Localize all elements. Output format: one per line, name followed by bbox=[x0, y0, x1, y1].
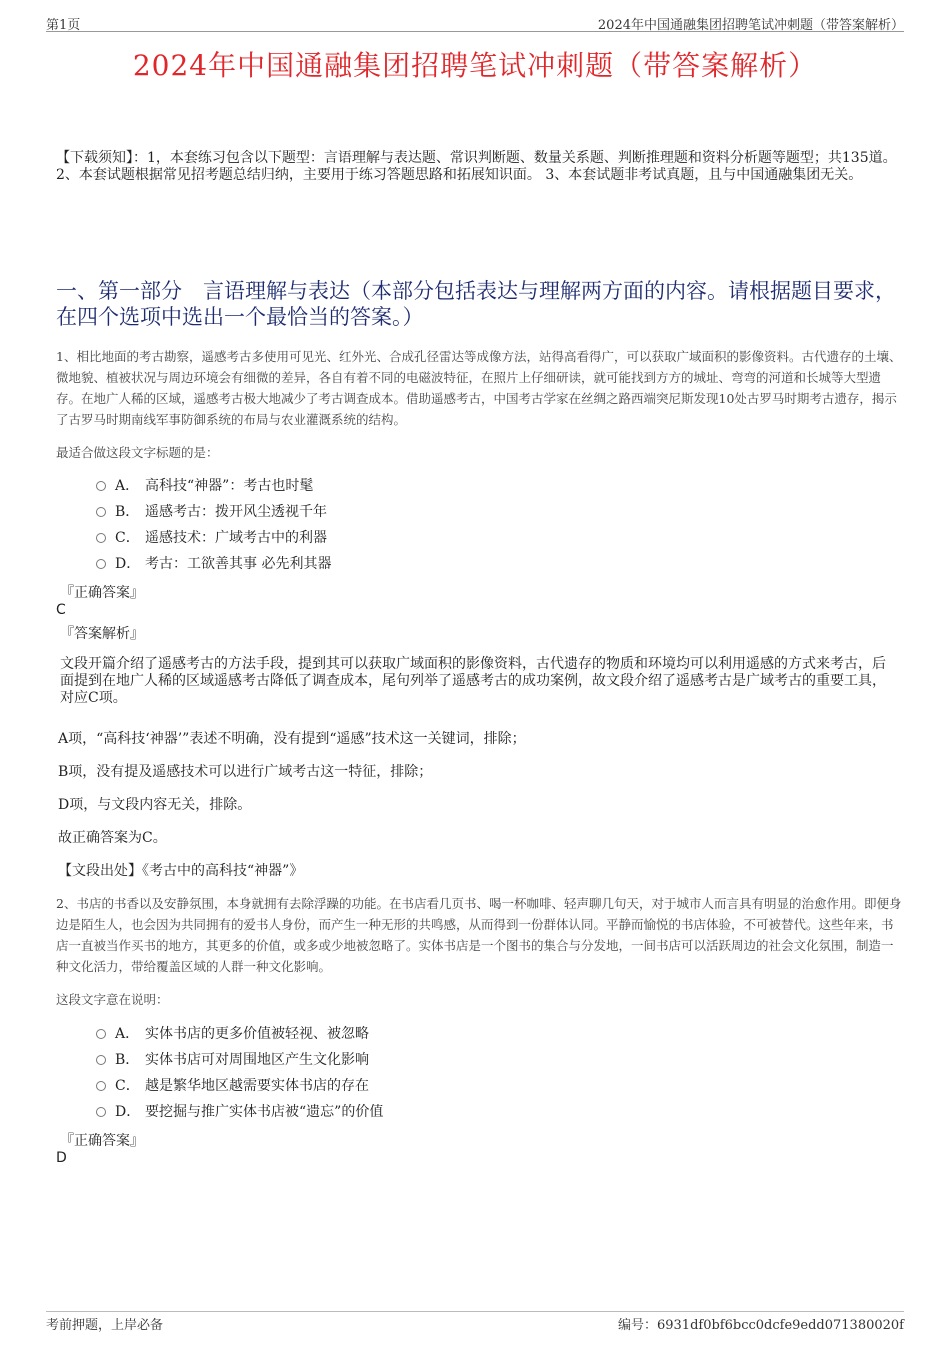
question-2-prompt: 这段文字意在说明： bbox=[56, 992, 169, 1007]
radio-icon[interactable] bbox=[96, 533, 106, 543]
correct-answer: C bbox=[56, 602, 66, 618]
page-title: 2024年中国通融集团招聘笔试冲刺题（带答案解析） bbox=[132, 49, 818, 82]
analysis-option-d: D项，与文段内容无关，排除。 bbox=[58, 797, 252, 813]
analysis-option-b: B项，没有提及遥感技术可以进行广域考古这一特征，排除； bbox=[58, 764, 433, 780]
radio-icon[interactable] bbox=[96, 559, 106, 569]
radio-icon[interactable] bbox=[96, 1029, 106, 1039]
footer-slogan: 考前押题，上岸必备 bbox=[46, 1318, 164, 1333]
analysis-option-a: A项，“高科技‘神器’”表述不明确，没有提到“遥感”技术这一关键词，排除； bbox=[58, 731, 526, 747]
page-header bbox=[46, 14, 904, 32]
passage-source: 【文段出处】《考古中的高科技“神器”》 bbox=[58, 863, 304, 879]
radio-icon[interactable] bbox=[96, 1055, 106, 1065]
download-notice: 【下载须知】：1，本套练习包含以下题型：言语理解与表达题、常识判断题、数量关系题、判断推理题和资料分析题等题型；共135道。 2、本套试题根据常见招考题总结归纳，主要用于练习答题思路和拓展知识面。 3、本套试题非考试真题，且与中国通融集团无关。 bbox=[56, 150, 897, 183]
correct-answer-label: 『正确答案』 bbox=[60, 585, 144, 601]
footer-divider bbox=[46, 1311, 904, 1312]
radio-icon[interactable] bbox=[96, 481, 106, 491]
option-c[interactable]: C． 遥感技术：广域考古中的利器 bbox=[96, 525, 331, 551]
question-1-options bbox=[96, 473, 331, 577]
option-d[interactable]: D． 要挖掘与推广实体书店被“遗忘”的价值 bbox=[96, 1099, 383, 1125]
document-code: 编号：6931df0bf6bcc0dcfe9edd071380020f bbox=[617, 1318, 904, 1333]
analysis-conclusion: 故正确答案为C。 bbox=[58, 830, 167, 846]
correct-answer: D bbox=[56, 1150, 67, 1166]
option-a[interactable]: A． 高科技“神器”：考古也时髦 bbox=[96, 473, 331, 499]
radio-icon[interactable] bbox=[96, 1107, 106, 1117]
analysis-label: 『答案解析』 bbox=[60, 626, 144, 642]
question-1-prompt: 最适合做这段文字标题的是： bbox=[56, 445, 219, 460]
option-b[interactable]: B． 实体书店可对周围地区产生文化影响 bbox=[96, 1047, 383, 1073]
option-c[interactable]: C． 越是繁华地区越需要实体书店的存在 bbox=[96, 1073, 383, 1099]
question-1-passage: 1、相比地面的考古勘察，遥感考古多使用可见光、红外光、合成孔径雷达等成像方法，站得高看得广，可以获取广域面积的影像资料。古代遗存的土壤、微地貌、植被状况与周边环境会有细微的差异，各自有着不同的电磁波特征，在照片上仔细研读，就可能找到方方的城址、弯弯的河道和长城等大型遗存。在地广人稀的区域，遥感考古极大地减少了考古调查成本。借助遥感考古，中国考古学家在丝绸之路西端突尼斯发现10处古罗马时期考古遗存，揭示了古罗马时期南线军事防御系统的布局与农业灌溉系统的结构。 bbox=[56, 349, 902, 427]
question-2-options bbox=[96, 1021, 383, 1125]
header-divider bbox=[46, 31, 904, 32]
option-a[interactable]: A． 实体书店的更多价值被轻视、被忽略 bbox=[96, 1021, 383, 1047]
question-2-passage: 2、书店的书香以及安静氛围，本身就拥有去除浮躁的功能。在书店看几页书、喝一杯咖啡、轻声聊几句天，对于城市人而言具有明显的治愈作用。即便身边是陌生人，也会因为共同拥有的爱书人身份，而产生一种无形的共鸣感，从而得到一份群体认同。平静而愉悦的书店体验，不可被替代。这些年来，书店一直被当作买书的地方，其更多的价值，或多或少地被忽略了。实体书店是一个图书的集合与分发地，一间书店可以活跃周边的社会文化氛围，制造一种文化活力，带给覆盖区域的人群一种文化影响。 bbox=[56, 896, 902, 974]
page-footer bbox=[46, 1314, 904, 1332]
page-number: 第1页 bbox=[46, 18, 81, 33]
correct-answer-label: 『正确答案』 bbox=[60, 1133, 144, 1149]
section-heading: 一、第一部分 言语理解与表达（本部分包括表达与理解两方面的内容。请根据题目要求，在四个选项中选出一个最恰当的答案。） bbox=[56, 279, 896, 329]
header-doc-title: 2024年中国通融集团招聘笔试冲刺题（带答案解析） bbox=[597, 18, 904, 33]
option-b[interactable]: B． 遥感考古：拨开风尘透视千年 bbox=[96, 499, 331, 525]
option-d[interactable]: D． 考古：工欲善其事 必先利其器 bbox=[96, 551, 331, 577]
radio-icon[interactable] bbox=[96, 507, 106, 517]
analysis-text: 文段开篇介绍了遥感考古的方法手段，提到其可以获取广域面积的影像资料，古代遗存的物质和环境均可以利用遥感的方式来考古，后面提到在地广人稀的区域遥感考古降低了调查成本，尾句列举了遥感考古的成功案例，故文段介绍了遥感考古是广域考古的重要工具，对应C项。 bbox=[60, 656, 886, 706]
radio-icon[interactable] bbox=[96, 1081, 106, 1091]
